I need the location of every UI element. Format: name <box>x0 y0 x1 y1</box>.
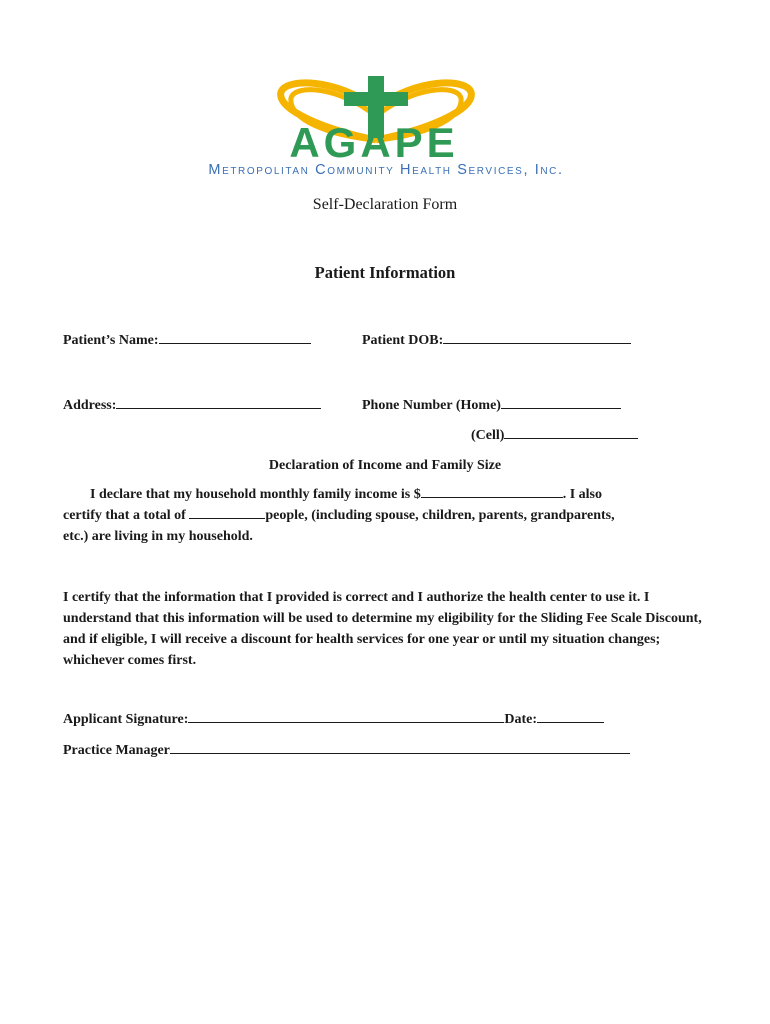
applicant-signature-label: Applicant Signature: <box>63 712 189 727</box>
declaration-line-1 <box>63 484 713 505</box>
logo-wordmark: AGAPE <box>289 119 459 166</box>
phone-home-blank[interactable] <box>501 396 621 409</box>
income-blank[interactable] <box>421 485 563 498</box>
declaration-line-2-end: people, (including spouse, children, parents, grandparents, <box>265 508 615 523</box>
date-label: Date: <box>504 712 538 727</box>
declaration-line-1-end: . I also <box>562 487 602 502</box>
patient-name-label: Patient’s Name: <box>63 333 159 348</box>
address-label: Address: <box>63 398 117 413</box>
applicant-signature-field <box>63 710 604 727</box>
practice-manager-blank[interactable] <box>170 741 630 754</box>
declaration-line-2 <box>63 505 713 526</box>
agape-logo <box>76 70 696 180</box>
certification-paragraph: I certify that the information that I provided is correct and I authorize the health center to use it. I understand that this information will be used to determine my eligibility for the Sliding Fee Scale Discount, and if eligible, I will receive a discount for health services for one year or until my situation changes; whichever comes first. <box>63 590 702 668</box>
applicant-signature-blank[interactable] <box>188 710 504 723</box>
patient-info-heading: Patient Information <box>314 263 456 282</box>
phone-cell-blank[interactable] <box>504 426 638 439</box>
address-field <box>63 396 321 413</box>
phone-home-field <box>362 396 621 413</box>
address-blank[interactable] <box>116 396 321 409</box>
phone-home-label: Phone Number (Home) <box>362 398 501 413</box>
declaration-line-3: etc.) are living in my household. <box>63 529 253 544</box>
declaration-line-2-text: certify that a total of <box>63 508 190 523</box>
phone-cell-label: (Cell) <box>471 428 505 443</box>
practice-manager-field <box>63 741 630 758</box>
patient-dob-label: Patient DOB: <box>362 333 444 348</box>
patient-name-blank[interactable] <box>159 331 311 344</box>
household-size-blank[interactable] <box>189 506 265 519</box>
form-title: Self-Declaration Form <box>312 196 458 213</box>
patient-name-field <box>63 331 311 348</box>
declaration-heading: Declaration of Income and Family Size <box>268 458 502 473</box>
declaration-line-1-text: I declare that my household monthly family income is $ <box>90 487 421 502</box>
patient-dob-blank[interactable] <box>443 331 631 344</box>
practice-manager-label: Practice Manager <box>63 743 170 758</box>
patient-dob-field <box>362 331 631 348</box>
phone-cell-field <box>471 426 638 443</box>
declaration-paragraph <box>63 484 713 547</box>
date-blank[interactable] <box>537 710 604 723</box>
logo-organization-name: Metropolitan Community Health Services, Inc. <box>208 162 564 178</box>
